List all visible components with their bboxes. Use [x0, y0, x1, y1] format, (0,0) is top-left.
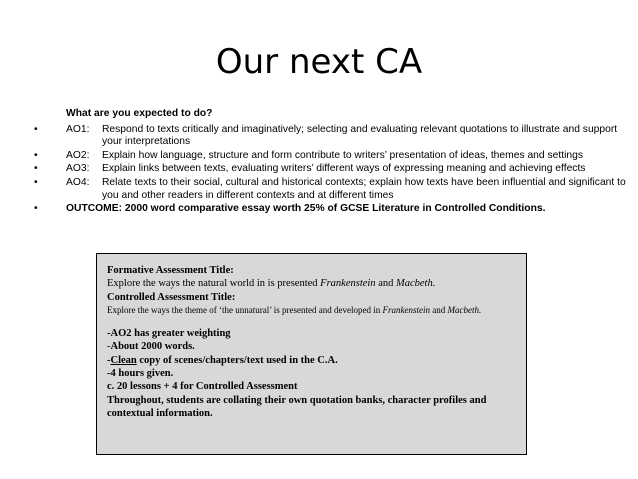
outcome-row [34, 203, 626, 216]
formative-work-1: Frankenstein [320, 278, 376, 290]
clean-copy-text: copy of scenes/chapters/text used in the C.A. [136, 354, 338, 366]
objective-code: AO2: [66, 149, 90, 161]
bullet-icon: • [34, 123, 38, 135]
controlled-heading: Controlled Assessment Title: [107, 291, 236, 303]
formative-title-text: Explore the ways the natural world in is presented [107, 278, 321, 290]
objective-row [34, 176, 626, 202]
dash: - [107, 354, 111, 366]
objective-text: Respond to texts critically and imaginatively; selecting and evaluating relevant quotations to illustrate and support your interpretations [102, 123, 618, 148]
detail-collating: Throughout, students are collating their own quotation banks, character profiles and contextual information. [107, 394, 487, 419]
objective-text: Relate texts to their social, cultural and historical contexts; explain how texts have been influential and significant to you and other readers in different contexts and at different times [102, 176, 626, 201]
controlled-and: and [430, 304, 448, 315]
objective-row [34, 163, 626, 176]
objective-code: AO3: [66, 163, 90, 175]
objective-row [34, 123, 626, 149]
assessment-box [96, 253, 527, 455]
word-count-text: About 2000 words. [110, 341, 195, 353]
bullet-icon: • [34, 176, 38, 188]
bullet-icon: • [34, 163, 38, 175]
formative-heading: Formative Assessment Title: [107, 265, 234, 276]
outcome-text: OUTCOME: 2000 word comparative essay worth 25% of GCSE Literature in Controlled Conditions. [66, 203, 546, 215]
detail-hours: -4 hours given. [107, 368, 174, 380]
objectives-list [34, 108, 626, 217]
detail-ao2: -AO2 has greater weighting [107, 328, 231, 340]
controlled-work-1: Frankenstein [382, 304, 430, 315]
detail-clean-copy [107, 354, 519, 367]
objective-code: AO4: [66, 176, 90, 188]
bullet-icon: • [34, 149, 38, 161]
objective-row [34, 149, 626, 163]
objective-text: Explain how language, structure and form contribute to writers’ presentation of ideas, themes and settings [102, 149, 583, 161]
detail-lessons: c. 20 lessons + 4 for Controlled Assessment [107, 381, 298, 393]
objective-text: Explain links between texts, evaluating writers’ different ways of expressing meaning and achieving effects [102, 163, 586, 175]
controlled-title-text: Explore the ways the theme of ‘the unnatural’ is presented and developed in [107, 304, 383, 315]
controlled-work-2: Macbeth. [447, 304, 482, 315]
formative-and: and [375, 278, 396, 290]
slide-title: Our next CA [215, 42, 423, 82]
formative-title [107, 277, 519, 290]
bullet-icon: • [34, 203, 38, 215]
question-heading: What are you expected to do? [66, 108, 213, 119]
objective-code: AO1: [66, 123, 90, 135]
formative-work-2: Macbeth. [395, 278, 436, 290]
dash: - [107, 341, 111, 353]
clean-text: Clean [110, 354, 137, 366]
controlled-title [107, 304, 519, 317]
detail-word-count [107, 340, 519, 353]
